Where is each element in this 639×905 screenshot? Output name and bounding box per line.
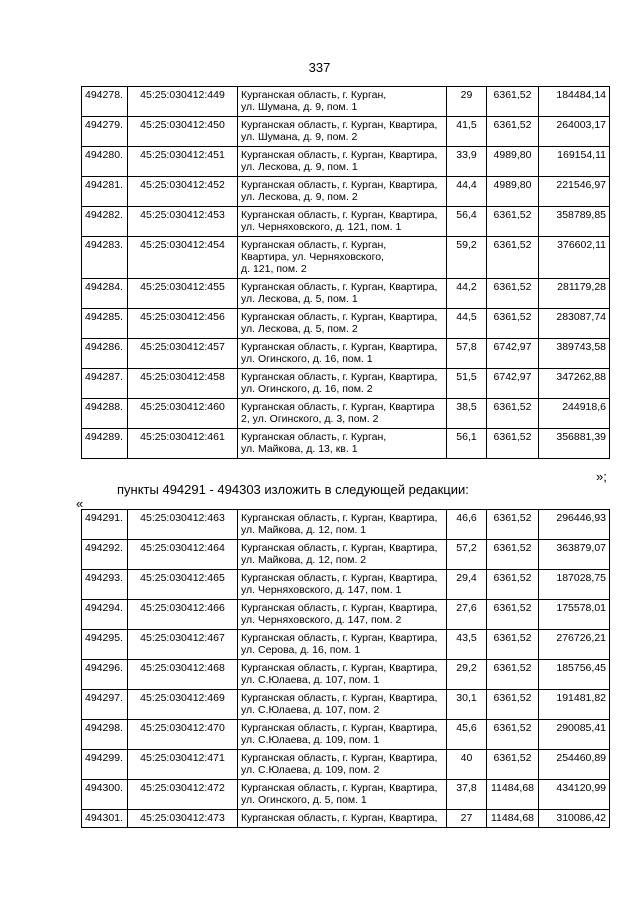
address-line: Курганская область, г. Курган, Квартира, (241, 602, 438, 614)
unit-price-cell: 6361,52 (487, 540, 539, 570)
area-cell: 43,5 (447, 630, 487, 660)
address-cell (238, 147, 447, 177)
cadastral-number-cell: 45:25:030412:471 (128, 750, 238, 780)
address-cell (238, 399, 447, 429)
total-value-cell: 434120,99 (539, 780, 610, 810)
address-line: Курганская область, г. Курган, Квартира (241, 401, 435, 413)
unit-price-cell: 6361,52 (487, 399, 539, 429)
address-cell (238, 309, 447, 339)
address-line: Курганская область, г. Курган, Квартира, (241, 692, 438, 704)
table-row (82, 750, 610, 780)
total-value-cell: 281179,28 (539, 279, 610, 309)
row-number-cell: 494283. (82, 237, 128, 279)
area-cell: 45,6 (447, 720, 487, 750)
total-value-cell: 296446,93 (539, 510, 610, 540)
address-line: Курганская область, г. Курган, Квартира, (241, 281, 438, 293)
amendment-instruction: пункты 494291 - 494303 изложить в следующей редакции: (117, 482, 469, 497)
total-value-cell: 276726,21 (539, 630, 610, 660)
unit-price-cell: 6742,97 (487, 369, 539, 399)
area-cell: 37,8 (447, 780, 487, 810)
address-line: ул. Лескова, д. 5, пом. 1 (241, 293, 358, 305)
area-cell: 57,2 (447, 540, 487, 570)
cadastral-number-cell: 45:25:030412:454 (128, 237, 238, 279)
address-cell (238, 720, 447, 750)
address-line: Курганская область, г. Курган, Квартира, (241, 662, 438, 674)
table-row (82, 87, 610, 117)
address-cell (238, 207, 447, 237)
cadastral-number-cell: 45:25:030412:450 (128, 117, 238, 147)
unit-price-cell: 6361,52 (487, 207, 539, 237)
address-cell (238, 339, 447, 369)
total-value-cell: 169154,11 (539, 147, 610, 177)
table-row (82, 540, 610, 570)
address-line: 2, ул. Огинского, д. 3, пом. 2 (241, 413, 379, 425)
total-value-cell: 191481,82 (539, 690, 610, 720)
address-line: Курганская область, г. Курган, (241, 431, 387, 443)
address-line: ул. Черняховского, д. 147, пом. 2 (241, 614, 402, 626)
total-value-cell: 254460,89 (539, 750, 610, 780)
area-cell: 29,4 (447, 570, 487, 600)
total-value-cell: 244918,6 (539, 399, 610, 429)
address-line: ул. Лескова, д. 5, пом. 2 (241, 323, 358, 335)
area-cell: 40 (447, 750, 487, 780)
cadastral-number-cell: 45:25:030412:453 (128, 207, 238, 237)
address-cell (238, 600, 447, 630)
row-number-cell: 494282. (82, 207, 128, 237)
address-line: Курганская область, г. Курган, Квартира, (241, 179, 438, 191)
address-line: ул. Огинского, д. 16, пом. 1 (241, 353, 373, 365)
row-number-cell: 494291. (82, 510, 128, 540)
area-cell: 56,1 (447, 429, 487, 459)
cadastral-number-cell: 45:25:030412:465 (128, 570, 238, 600)
table-row (82, 429, 610, 459)
address-line: Курганская область, г. Курган, Квартира, (241, 512, 438, 524)
unit-price-cell: 6361,52 (487, 690, 539, 720)
address-line: Курганская область, г. Курган, Квартира, (241, 341, 438, 353)
table-row (82, 117, 610, 147)
table-row (82, 630, 610, 660)
address-cell (238, 690, 447, 720)
address-line: ул. С.Юлаева, д. 107, пом. 2 (241, 704, 380, 716)
total-value-cell: 376602,11 (539, 237, 610, 279)
area-cell: 29,2 (447, 660, 487, 690)
address-line: ул. Черняховского, д. 147, пом. 1 (241, 584, 402, 596)
unit-price-cell: 6361,52 (487, 750, 539, 780)
row-number-cell: 494294. (82, 600, 128, 630)
unit-price-cell: 6361,52 (487, 117, 539, 147)
area-cell: 27,6 (447, 600, 487, 630)
address-line: ул. С.Юлаева, д. 107, пом. 1 (241, 674, 380, 686)
cadastral-number-cell: 45:25:030412:463 (128, 510, 238, 540)
address-line: Квартира, ул. Черняховского, (241, 251, 384, 263)
unit-price-cell: 6361,52 (487, 87, 539, 117)
area-cell: 46,6 (447, 510, 487, 540)
address-cell (238, 540, 447, 570)
address-line: ул. Лескова, д. 9, пом. 2 (241, 191, 358, 203)
unit-price-cell: 6361,52 (487, 720, 539, 750)
total-value-cell: 187028,75 (539, 570, 610, 600)
row-number-cell: 494280. (82, 147, 128, 177)
area-cell: 57,8 (447, 339, 487, 369)
total-value-cell: 363879,07 (539, 540, 610, 570)
address-line: ул. С.Юлаева, д. 109, пом. 1 (241, 734, 380, 746)
area-cell: 51,5 (447, 369, 487, 399)
address-cell (238, 750, 447, 780)
address-cell (238, 810, 447, 828)
unit-price-cell: 6742,97 (487, 339, 539, 369)
address-line: Курганская область, г. Курган, Квартира, (241, 782, 438, 794)
address-cell (238, 429, 447, 459)
address-line: Курганская область, г. Курган, (241, 239, 387, 251)
table-row (82, 510, 610, 540)
row-number-cell: 494296. (82, 660, 128, 690)
unit-price-cell: 6361,52 (487, 630, 539, 660)
address-cell (238, 369, 447, 399)
area-cell: 29 (447, 87, 487, 117)
cadastral-number-cell: 45:25:030412:460 (128, 399, 238, 429)
address-line: ул. Лескова, д. 9, пом. 1 (241, 161, 358, 173)
area-cell: 44,2 (447, 279, 487, 309)
cadastral-number-cell: 45:25:030412:452 (128, 177, 238, 207)
total-value-cell: 221546,97 (539, 177, 610, 207)
total-value-cell: 310086,42 (539, 810, 610, 828)
total-value-cell: 347262,88 (539, 369, 610, 399)
total-value-cell: 175578,01 (539, 600, 610, 630)
address-line: ул. Огинского, д. 5, пом. 1 (241, 794, 367, 806)
row-number-cell: 494293. (82, 570, 128, 600)
address-cell (238, 510, 447, 540)
area-cell: 59,2 (447, 237, 487, 279)
address-line: Курганская область, г. Курган, Квартира, (241, 542, 438, 554)
area-cell: 33,9 (447, 147, 487, 177)
total-value-cell: 356881,39 (539, 429, 610, 459)
row-number-cell: 494279. (82, 117, 128, 147)
table-row (82, 279, 610, 309)
table-row (82, 309, 610, 339)
unit-price-cell: 6361,52 (487, 510, 539, 540)
cadastral-number-cell: 45:25:030412:473 (128, 810, 238, 828)
address-cell (238, 780, 447, 810)
row-number-cell: 494287. (82, 369, 128, 399)
cadastral-number-cell: 45:25:030412:468 (128, 660, 238, 690)
cadastral-number-cell: 45:25:030412:458 (128, 369, 238, 399)
row-number-cell: 494297. (82, 690, 128, 720)
table-row (82, 600, 610, 630)
area-cell: 44,4 (447, 177, 487, 207)
address-cell (238, 630, 447, 660)
area-cell: 41,5 (447, 117, 487, 147)
address-line: Курганская область, г. Курган, Квартира, (241, 371, 438, 383)
unit-price-cell: 11484,68 (487, 810, 539, 828)
row-number-cell: 494284. (82, 279, 128, 309)
total-value-cell: 184484,14 (539, 87, 610, 117)
address-line: Курганская область, г. Курган, (241, 89, 387, 101)
cadastral-number-cell: 45:25:030412:455 (128, 279, 238, 309)
total-value-cell: 358789,85 (539, 207, 610, 237)
table-row (82, 399, 610, 429)
table-row (82, 660, 610, 690)
cadastral-number-cell: 45:25:030412:472 (128, 780, 238, 810)
address-cell (238, 87, 447, 117)
address-line: ул. Майкова, д. 13, кв. 1 (241, 443, 358, 455)
row-number-cell: 494299. (82, 750, 128, 780)
cadastral-number-cell: 45:25:030412:461 (128, 429, 238, 459)
address-line: Курганская область, г. Курган, Квартира, (241, 722, 438, 734)
total-value-cell: 185756,45 (539, 660, 610, 690)
table-row (82, 810, 610, 828)
cadastral-number-cell: 45:25:030412:449 (128, 87, 238, 117)
address-line: д. 121, пом. 2 (241, 263, 307, 275)
row-number-cell: 494285. (82, 309, 128, 339)
table-row (82, 720, 610, 750)
address-line: Курганская область, г. Курган, Квартира, (241, 311, 438, 323)
row-number-cell: 494278. (82, 87, 128, 117)
address-line: ул. Шумана, д. 9, пом. 1 (241, 101, 358, 113)
property-table-bottom (81, 509, 610, 828)
unit-price-cell: 6361,52 (487, 660, 539, 690)
row-number-cell: 494288. (82, 399, 128, 429)
total-value-cell: 283087,74 (539, 309, 610, 339)
address-line: Курганская область, г. Курган, Квартира, (241, 209, 438, 221)
table-row (82, 147, 610, 177)
address-line: ул. Огинского, д. 16, пом. 2 (241, 383, 373, 395)
row-number-cell: 494298. (82, 720, 128, 750)
address-cell (238, 237, 447, 279)
cadastral-number-cell: 45:25:030412:456 (128, 309, 238, 339)
cadastral-number-cell: 45:25:030412:467 (128, 630, 238, 660)
address-line: Курганская область, г. Курган, Квартира, (241, 572, 438, 584)
address-line: ул. Шумана, д. 9, пом. 2 (241, 131, 358, 143)
address-line: ул. Серова, д. 16, пом. 1 (241, 644, 361, 656)
unit-price-cell: 6361,52 (487, 570, 539, 600)
unit-price-cell: 4989,80 (487, 177, 539, 207)
address-cell (238, 117, 447, 147)
cadastral-number-cell: 45:25:030412:451 (128, 147, 238, 177)
area-cell: 56,4 (447, 207, 487, 237)
page-number: 337 (308, 60, 331, 75)
opening-quote: « (76, 496, 84, 511)
address-cell (238, 279, 447, 309)
row-number-cell: 494281. (82, 177, 128, 207)
address-line: ул. Черняховского, д. 121, пом. 1 (241, 221, 402, 233)
cadastral-number-cell: 45:25:030412:469 (128, 690, 238, 720)
table-row (82, 570, 610, 600)
table-row (82, 780, 610, 810)
cadastral-number-cell: 45:25:030412:466 (128, 600, 238, 630)
address-line: Курганская область, г. Курган, Квартира, (241, 119, 438, 131)
address-line: Курганская область, г. Курган, Квартира, (241, 149, 438, 161)
cadastral-number-cell: 45:25:030412:470 (128, 720, 238, 750)
unit-price-cell: 6361,52 (487, 237, 539, 279)
address-cell (238, 177, 447, 207)
address-line: ул. С.Юлаева, д. 109, пом. 2 (241, 764, 380, 776)
unit-price-cell: 6361,52 (487, 279, 539, 309)
cadastral-number-cell: 45:25:030412:457 (128, 339, 238, 369)
unit-price-cell: 4989,80 (487, 147, 539, 177)
unit-price-cell: 6361,52 (487, 429, 539, 459)
row-number-cell: 494289. (82, 429, 128, 459)
total-value-cell: 264003,17 (539, 117, 610, 147)
area-cell: 27 (447, 810, 487, 828)
total-value-cell: 389743,58 (539, 339, 610, 369)
unit-price-cell: 6361,52 (487, 309, 539, 339)
row-number-cell: 494292. (82, 540, 128, 570)
address-line: Курганская область, г. Курган, Квартира, (241, 812, 438, 824)
area-cell: 38,5 (447, 399, 487, 429)
area-cell: 30,1 (447, 690, 487, 720)
table-row (82, 237, 610, 279)
address-cell (238, 570, 447, 600)
address-line: Курганская область, г. Курган, Квартира, (241, 632, 438, 644)
table-row (82, 177, 610, 207)
cadastral-number-cell: 45:25:030412:464 (128, 540, 238, 570)
row-number-cell: 494286. (82, 339, 128, 369)
address-line: ул. Майкова, д. 12, пом. 2 (241, 554, 367, 566)
row-number-cell: 494301. (82, 810, 128, 828)
row-number-cell: 494300. (82, 780, 128, 810)
unit-price-cell: 6361,52 (487, 600, 539, 630)
row-number-cell: 494295. (82, 630, 128, 660)
unit-price-cell: 11484,68 (487, 780, 539, 810)
table-row (82, 207, 610, 237)
address-line: Курганская область, г. Курган, Квартира, (241, 752, 438, 764)
total-value-cell: 290085,41 (539, 720, 610, 750)
table-row (82, 369, 610, 399)
address-cell (238, 660, 447, 690)
closing-quote: »; (596, 469, 607, 484)
address-line: ул. Майкова, д. 12, пом. 1 (241, 524, 367, 536)
area-cell: 44,5 (447, 309, 487, 339)
table-row (82, 339, 610, 369)
property-table-top (81, 86, 610, 459)
table-row (82, 690, 610, 720)
